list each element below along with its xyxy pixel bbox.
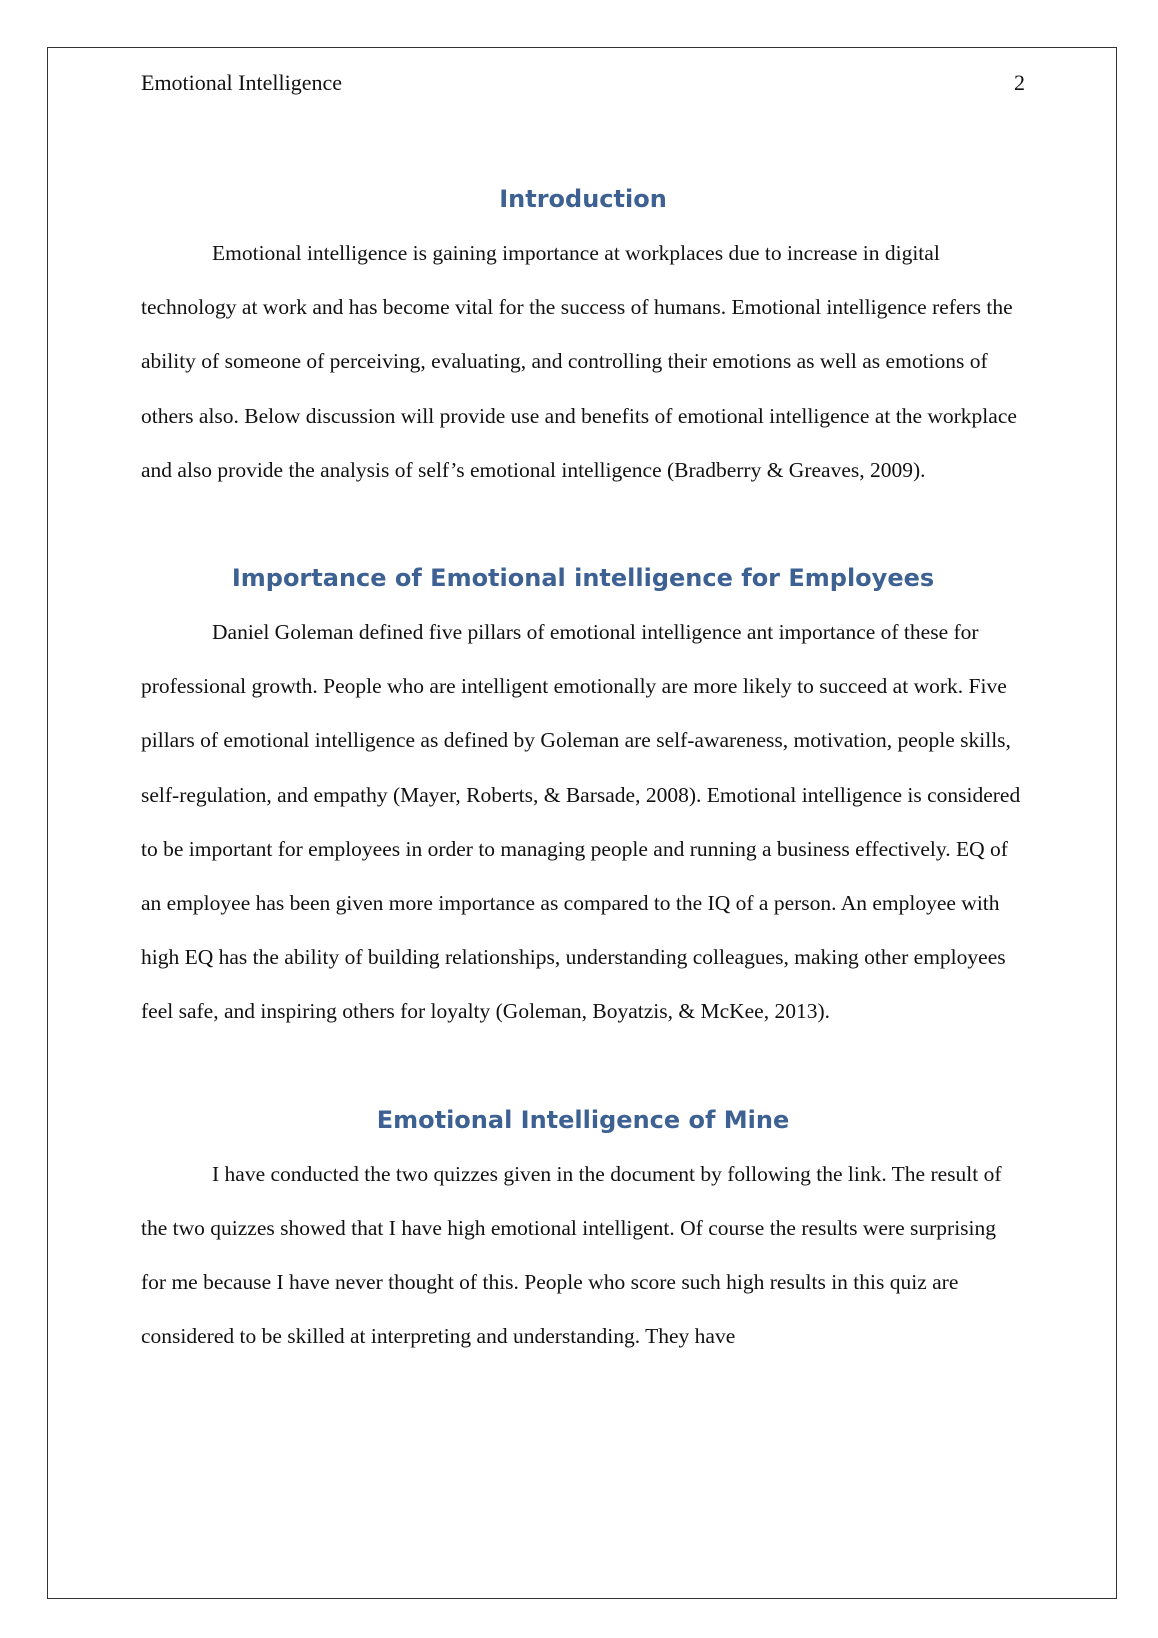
paragraph-importance [141, 605, 1025, 1039]
text-line: intelligence at the workplace and also provide the analysis of self’s emotional intelligence [141, 403, 1017, 482]
text-line: for professional growth. People who are intelligent emotionally are more likely to succeed at [141, 620, 979, 699]
text-line: Daniel Goleman defined five pillars of emotional intelligence ant importance of these [212, 620, 949, 645]
section-heading-mine: Emotional Intelligence of Mine [376, 1105, 790, 1134]
text-line: work. Five pillars of emotional intelligence as defined by Goleman are self-awareness, [141, 674, 1007, 753]
text-line: building relationships, understanding colleagues, making other employees feel safe, and [141, 945, 1006, 1024]
running-head [141, 62, 1025, 104]
text-line: results in this quiz are considered to be skilled at interpreting and understanding. They have [141, 1270, 959, 1349]
paragraph-introduction [141, 226, 1025, 497]
text-line: technology at work and has become vital for the success of humans. Emotional intelligence [141, 295, 927, 320]
section-heading-importance: Importance of Emotional intelligence for Employees [231, 564, 935, 593]
section-heading-introduction: Introduction [499, 185, 667, 213]
text-line: inspiring others for loyalty (Goleman, Boyatzis, & McKee, 2013). [260, 999, 831, 1024]
text-line: people and running a business effectively. EQ of an employee has been given more [141, 836, 1008, 916]
text-line: (Bradberry & Greaves, 2009). [667, 457, 926, 482]
text-line: importance as compared to the IQ of a person. An employee with high EQ has the ability of [141, 891, 1000, 970]
text-line: were surprising for me because I have never thought of this. People who score such high [141, 1215, 997, 1295]
running-head-title: Emotional Intelligence [141, 70, 342, 95]
text-line: I have conducted the two quizzes given in the document by following the link. The [212, 1161, 926, 1186]
document-body [141, 62, 1025, 1363]
text-line: Emotional intelligence is considered to be important for employees in order to managing [141, 782, 1021, 861]
text-line: motivation, people skills, self-regulation, and empathy (Mayer, Roberts, & Barsade, 2008). [141, 728, 1011, 807]
text-line: Emotional intelligence is gaining importance at workplaces due to increase in digital [212, 241, 940, 265]
text-line: refers the ability of someone of perceiving, evaluating, and controlling their emotions as well [141, 295, 1013, 374]
paragraph-mine [141, 1147, 1025, 1364]
text-line: as emotions of others also. Below discussion will provide use and benefits of emotional [141, 349, 988, 428]
page-number: 2 [1014, 70, 1025, 95]
text-line: result of the two quizzes showed that I have high emotional intelligent. Of course the results [141, 1161, 1002, 1240]
